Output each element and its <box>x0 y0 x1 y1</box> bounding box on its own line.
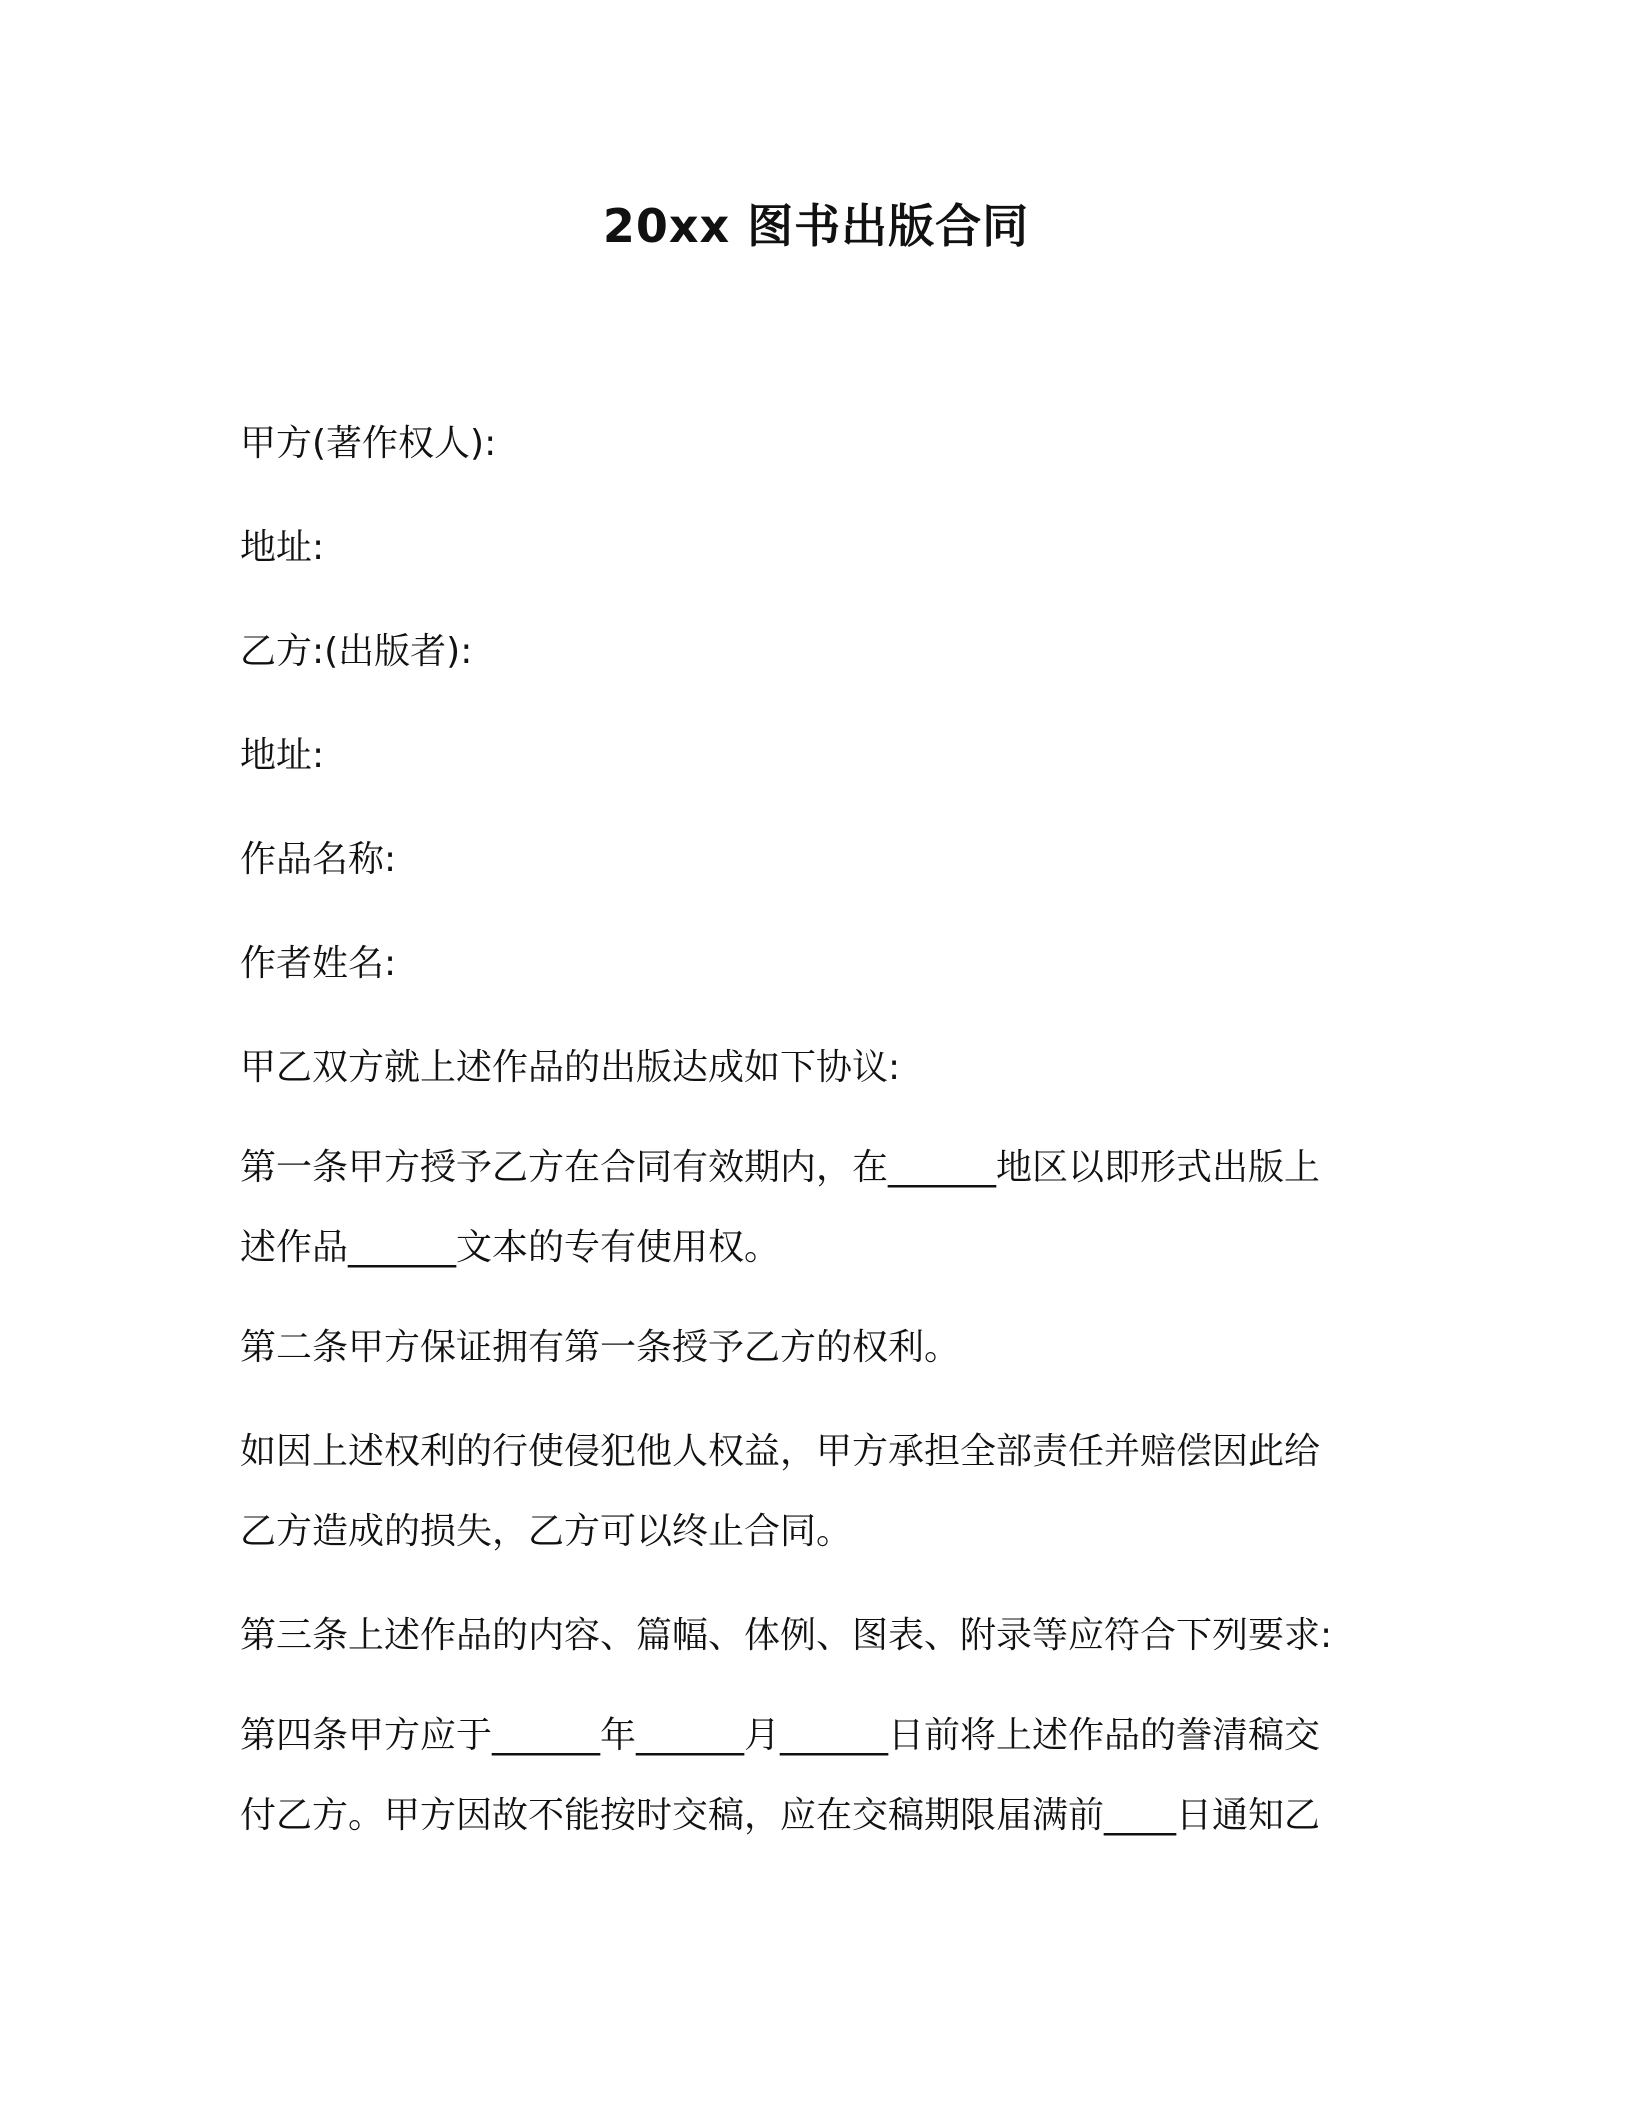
article-3: 第三条上述作品的内容、篇幅、体例、图表、附录等应符合下列要求: <box>240 1615 1333 1656</box>
article-4-line-2: 付乙方。甲方因故不能按时交稿，应在交稿期限届满前____日通知乙 <box>240 1795 1321 1836</box>
article-1-line-2: 述作品______文本的专有使用权。 <box>240 1227 781 1268</box>
article-2-detail-line-2: 乙方造成的损失，乙方可以终止合同。 <box>240 1511 853 1552</box>
article-4-line-1: 第四条甲方应于______年______月______日前将上述作品的誊清稿交 <box>240 1715 1321 1756</box>
agreement-intro: 甲乙双方就上述作品的出版达成如下协议: <box>240 1047 901 1088</box>
article-1-line-1: 第一条甲方授予乙方在合同有效期内，在______地区以即形式出版上 <box>240 1147 1321 1188</box>
article-2: 第二条甲方保证拥有第一条授予乙方的权利。 <box>240 1327 961 1368</box>
document-title: 20xx 图书出版合同 <box>602 199 1030 253</box>
party-b-address-label: 地址: <box>240 735 325 776</box>
article-2-detail-line-1: 如因上述权利的行使侵犯他人权益，甲方承担全部责任并赔偿因此给 <box>240 1431 1321 1472</box>
work-title-label: 作品名称: <box>240 839 397 880</box>
party-a-label: 甲方(著作权人): <box>240 423 497 464</box>
party-a-address-label: 地址: <box>240 527 325 568</box>
author-name-label: 作者姓名: <box>240 943 397 984</box>
party-b-label: 乙方:(出版者): <box>240 631 473 672</box>
